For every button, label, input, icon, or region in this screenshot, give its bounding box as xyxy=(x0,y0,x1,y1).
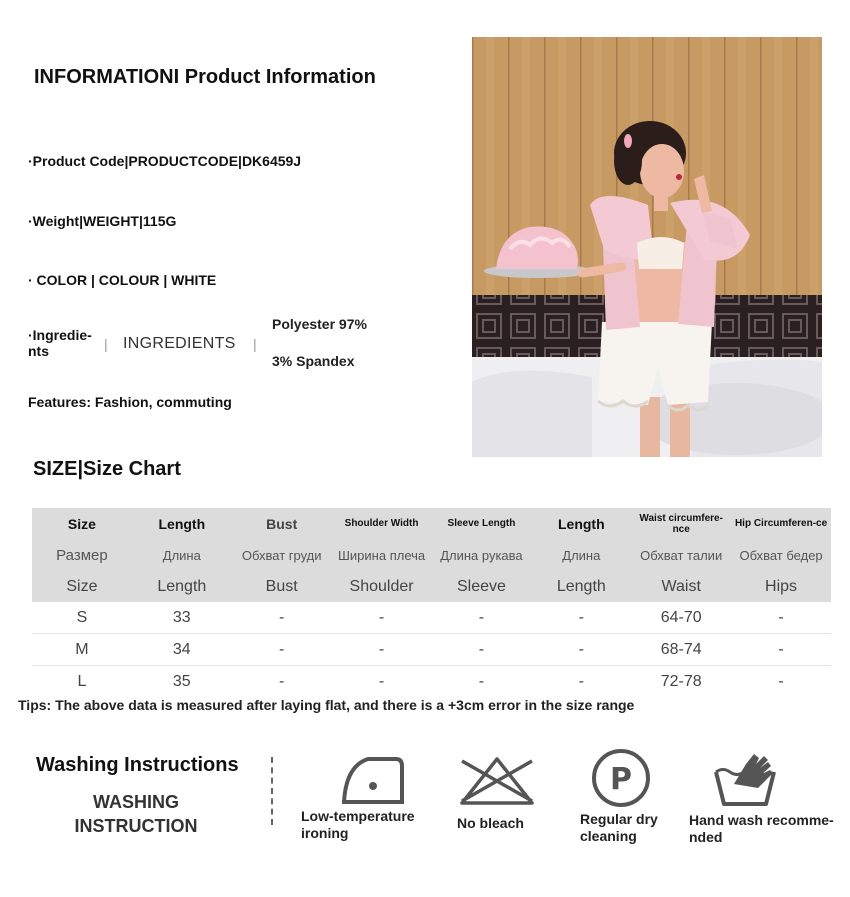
wash-label: No bleach xyxy=(457,815,524,831)
table-cell: - xyxy=(232,634,332,666)
table-cell: 35 xyxy=(172,672,191,690)
table-cell: 64-70 xyxy=(631,602,731,634)
header-cell: Обхват бедер xyxy=(731,539,831,572)
header-cell: Length xyxy=(531,508,631,539)
header-cell: Length xyxy=(531,572,631,602)
table-header-row xyxy=(32,539,831,572)
header-cell: Waist xyxy=(631,572,731,602)
table-row xyxy=(32,634,831,666)
washing-title: Washing Instructions xyxy=(36,754,239,776)
header-cell: Bust xyxy=(232,572,332,602)
header-cell: Hip Circumferen-ce xyxy=(731,508,831,539)
header-cell: Обхват талии xyxy=(631,539,731,572)
wash-label xyxy=(301,808,415,842)
washing-subtitle xyxy=(60,790,212,838)
header-cell: Length xyxy=(132,572,232,602)
wash-label-line: nded xyxy=(689,829,723,845)
table-cell: - xyxy=(731,634,831,666)
table-cell: 68-74 xyxy=(631,634,731,666)
wash-label-line: Low-temperature xyxy=(301,808,415,824)
table-cell: - xyxy=(432,634,532,666)
table-cell: S xyxy=(32,602,132,634)
header-cell: Bust xyxy=(232,508,332,539)
table-header-row xyxy=(32,572,831,602)
table-cell: - xyxy=(531,634,631,666)
washing-divider xyxy=(271,757,273,825)
header-cell: Sleeve Length xyxy=(432,508,532,539)
ingredients-divider: | xyxy=(253,336,257,352)
wash-label-line: ironing xyxy=(301,825,349,841)
no-bleach-icon xyxy=(458,755,536,807)
dry-clean-icon xyxy=(590,747,652,809)
washing-subtitle-line: INSTRUCTION xyxy=(74,816,198,836)
header-cell: Длина рукава xyxy=(432,539,532,572)
table-cell: 33 xyxy=(132,602,232,634)
size-chart-title: SIZE|Size Chart xyxy=(33,458,181,480)
header-cell: Размер xyxy=(32,539,132,572)
header-cell: Длина xyxy=(531,539,631,572)
table-cell: - xyxy=(478,672,485,690)
ingredient-value: 3% Spandex xyxy=(272,353,355,369)
table-cell: - xyxy=(778,672,784,690)
table-cell: M xyxy=(32,634,132,666)
header-cell: Size xyxy=(32,508,132,539)
wash-label-line: Regular dry xyxy=(580,811,658,827)
wash-label-line: cleaning xyxy=(580,828,637,844)
header-cell: Обхват груди xyxy=(232,539,332,572)
product-code: ·Product Code|PRODUCTCODE|DK6459J xyxy=(28,153,302,169)
ingredients-label: ·Ingredie-nts xyxy=(28,327,92,359)
table-cell: - xyxy=(232,602,332,634)
iron-icon xyxy=(338,752,408,808)
product-features: Features: Fashion, commuting xyxy=(28,394,232,410)
table-cell: - xyxy=(332,634,432,666)
header-cell: Shoulder Width xyxy=(332,508,432,539)
svg-text:P: P xyxy=(610,762,632,797)
size-chart-table xyxy=(32,508,831,697)
header-cell: Sleeve xyxy=(432,572,532,602)
table-cell: 34 xyxy=(132,634,232,666)
table-cell: - xyxy=(578,672,584,690)
wash-label xyxy=(580,811,658,845)
table-cell: 72-78 xyxy=(660,672,702,690)
header-cell: Hips xyxy=(731,572,831,602)
product-color: · COLOR | COLOUR | WHITE xyxy=(28,272,217,288)
model-illustration xyxy=(472,37,822,457)
washing-subtitle-line: WASHING xyxy=(92,792,179,812)
header-cell: Ширина плеча xyxy=(332,539,432,572)
product-info-title: INFORMATIONI Product Information xyxy=(34,66,376,88)
ingredients-en: INGREDIENTS xyxy=(123,335,236,352)
header-cell: Length xyxy=(132,508,232,539)
header-cell: Waist circumfere-nce xyxy=(631,508,731,539)
hand-wash-icon xyxy=(712,750,778,808)
header-cell: Size xyxy=(32,572,132,602)
header-cell: Длина xyxy=(132,539,232,572)
table-cell: - xyxy=(332,602,432,634)
table-row xyxy=(32,666,831,698)
header-cell: Shoulder xyxy=(332,572,432,602)
table-cell: - xyxy=(279,672,285,690)
table-cell: - xyxy=(378,672,385,690)
product-photo xyxy=(472,37,822,457)
wash-label xyxy=(689,812,834,846)
table-header-row xyxy=(32,508,831,539)
ingredient-value: Polyester 97% xyxy=(272,316,367,332)
table-row xyxy=(32,602,831,634)
table-cell: - xyxy=(731,602,831,634)
size-tips: Tips: The above data is measured after laying flat, and there is a +3cm error in the size range xyxy=(18,697,635,713)
product-weight: ·Weight|WEIGHT|115G xyxy=(28,213,177,229)
table-cell: - xyxy=(531,602,631,634)
wash-label-line: Hand wash recomme- xyxy=(689,812,834,828)
table-cell: - xyxy=(432,602,532,634)
table-cell: L xyxy=(77,672,87,690)
ingredients-divider: | xyxy=(104,336,108,352)
